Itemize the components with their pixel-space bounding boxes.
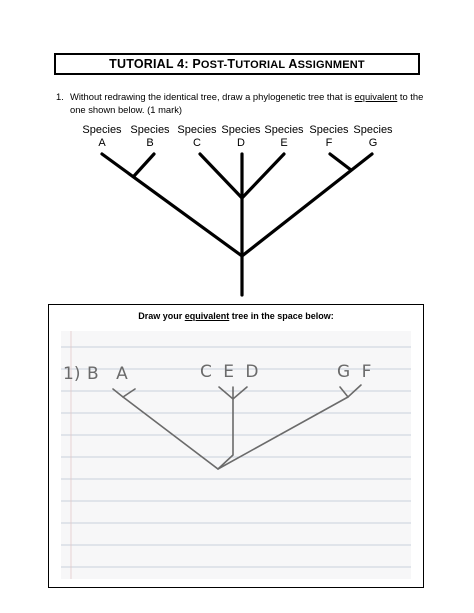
species-letter-6: G [368,137,378,149]
species-word-4: Species [264,124,304,136]
answer-heading [49,311,423,321]
species-letter-0: A [98,137,106,149]
title-ssignment: SSIGNMENT [297,59,365,71]
species-letter-4: E [280,137,288,149]
title-t: T [227,57,236,71]
question-text-after: to the one shown below. (1 mark) [70,91,424,115]
species-labels [82,124,393,149]
species-word-5: Species [309,124,349,136]
branch-to-e [242,154,284,198]
answer-heading-after: tree in the space below: [229,311,334,321]
species-letter-3: D [237,137,245,149]
species-word-0: Species [82,124,122,136]
answer-heading-underlined: equivalent [184,311,230,321]
handwritten-group-middle: C E D [200,362,262,382]
branch-middle-fork [219,387,247,399]
tree-branches [102,154,372,295]
phylogenetic-tree [0,118,474,298]
branch-left-fork [113,389,135,397]
species-word-6: Species [353,124,393,136]
lined-paper [61,331,411,579]
branch-to-b [134,154,154,176]
species-letter-1: B [146,137,154,149]
handwritten-tree [61,331,411,579]
species-letter-5: F [325,137,333,149]
species-word-1: Species [130,124,170,136]
branch-main [123,397,348,469]
handwritten-group-left: B A [87,364,134,384]
species-letter-2: C [193,137,201,149]
page-title [109,57,365,71]
question-text [70,90,430,116]
handwritten-number: 1) [63,364,81,384]
branch-to-c [200,154,242,198]
answer-box [48,304,424,588]
title-box [54,53,420,75]
question-underlined-word: equivalent [354,91,398,102]
answer-heading-before: Draw your [138,311,185,321]
title-ost: OST- [200,59,228,71]
species-word-3: Species [221,124,261,136]
branch-to-f [330,154,351,170]
title-utorial: UTORIAL [235,59,289,71]
species-word-2: Species [177,124,217,136]
question-text-before: Without redrawing the identical tree, draw a phylogenetic tree that is [70,91,355,102]
title-p: P [192,57,201,71]
handwritten-branches [113,385,361,469]
title-prefix: TUTORIAL 4: [109,57,193,71]
branch-middle-stem [218,399,233,469]
branch-to-g [242,154,372,256]
handwritten-group-right: G F [337,362,375,382]
branch-to-a [102,154,242,256]
title-a: A [288,57,298,71]
question-number: 1. [56,91,64,102]
